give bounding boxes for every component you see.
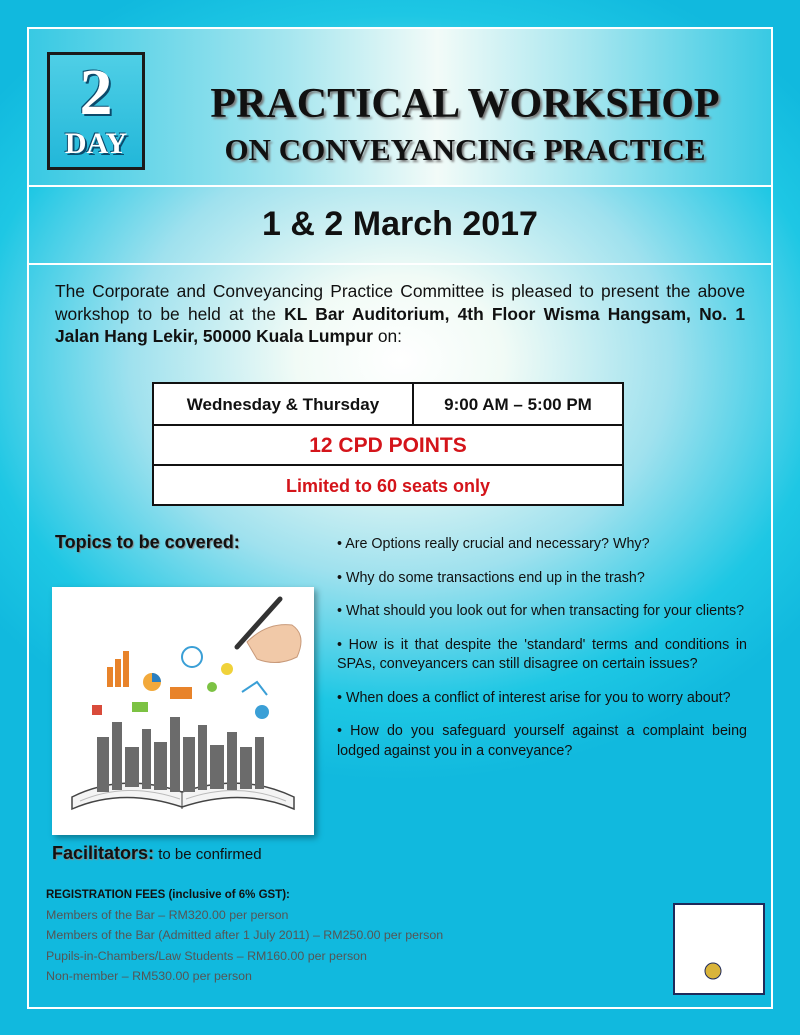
schedule-days: Wednesday & Thursday	[186, 395, 380, 414]
seats-limit: Limited to 60 seats only	[285, 476, 491, 496]
topics-list	[337, 535, 747, 775]
fees-heading: REGISTRATION FEES (inclusive of 6% GST):	[46, 889, 290, 901]
fee-line: Non-member – RM530.00 per person	[46, 969, 252, 984]
topic-item: • How do you safeguard yourself against a complaint being lodged against you in a conveyance?	[337, 723, 747, 759]
seats-cell	[152, 464, 624, 506]
fee-line: Members of the Bar – RM320.00 per person	[46, 908, 289, 922]
illustration-graphic	[52, 587, 314, 835]
facilitators-line	[52, 843, 262, 864]
badge-number: 2	[79, 56, 113, 129]
workshop-subtitle: ON CONVEYANCING PRACTICE	[224, 132, 706, 167]
kl-bar-25-years-logo	[673, 903, 765, 995]
venue-text: KL Bar Auditorium, 4th Floor Wisma Hangsam, No. 1 Jalan Hang Lekir, 50000 Kuala Lumpur	[55, 303, 745, 346]
two-day-badge	[47, 52, 145, 170]
badge-word: DAY	[64, 127, 128, 160]
schedule-time: 9:00 AM – 5:00 PM	[444, 395, 592, 414]
intro-suffix: on:	[372, 326, 402, 346]
schedule-time-cell	[412, 382, 624, 426]
event-date: 1 & 2 March 2017	[262, 205, 538, 243]
topic-item: • Why do some transactions end up in the trash?	[337, 569, 645, 586]
topic-item: • When does a conflict of interest arise for you to worry about?	[337, 689, 731, 706]
book-cityscape-illustration	[52, 587, 314, 835]
cpd-points-cell	[152, 424, 624, 466]
topics-heading: Topics to be covered:	[55, 532, 240, 552]
fee-line: Pupils-in-Chambers/Law Students – RM160.00 per person	[46, 948, 367, 963]
schedule-days-cell	[152, 382, 414, 426]
registration-fees	[46, 886, 606, 987]
facilitators-value: to be confirmed	[158, 846, 262, 863]
fee-line: Members of the Bar (Admitted after 1 July 2011) – RM250.00 per person	[46, 928, 444, 943]
intro-paragraph	[55, 280, 745, 348]
facilitators-label: Facilitators:	[52, 843, 155, 863]
cpd-points: 12 CPD POINTS	[309, 434, 467, 457]
topic-item: • How is it that despite the 'standard' terms and conditions in SPAs, conveyancers can still disagree on certain issues?	[337, 636, 747, 672]
topic-item: • What should you look out for when transacting for your clients?	[337, 603, 745, 619]
workshop-title: PRACTICAL WORKSHOP	[210, 81, 720, 127]
topic-item: • Are Options really crucial and necessary? Why?	[337, 536, 650, 552]
intro-text: The Corporate and Conveyancing Practice Committee is pleased to present the above workshop to be held at the	[55, 281, 745, 324]
logo-graphic	[675, 905, 763, 993]
